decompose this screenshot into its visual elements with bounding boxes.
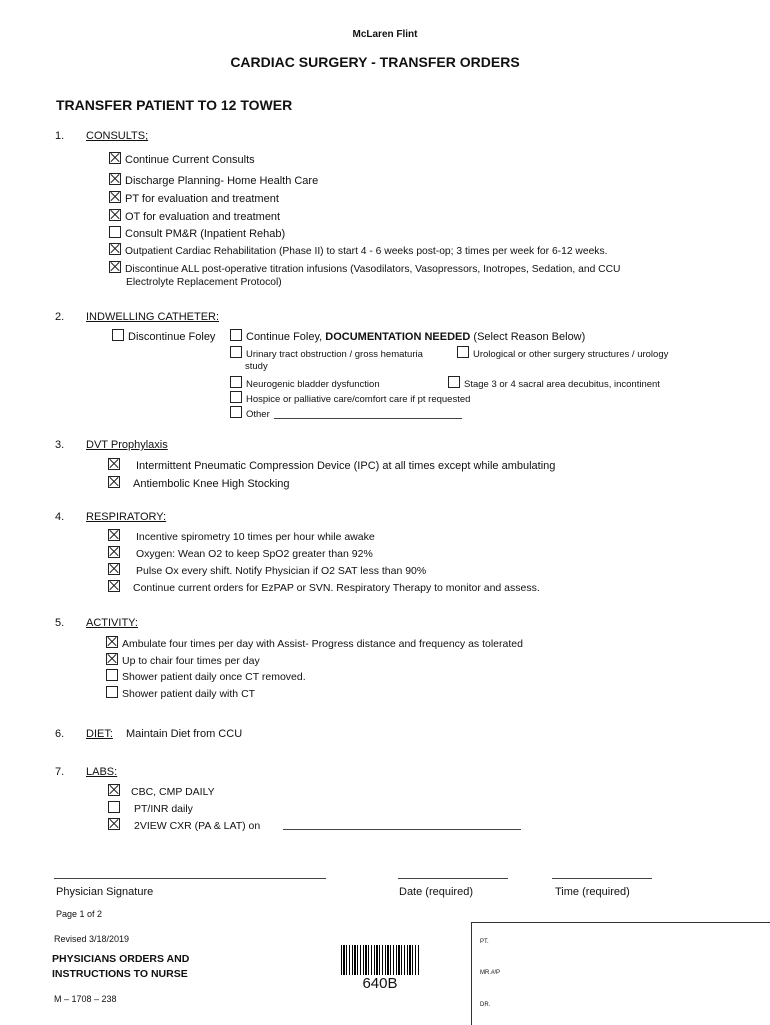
item-label: Continue Current Consults (125, 154, 255, 166)
consult-item-1[interactable] (109, 152, 255, 166)
activity-item-shower-ct[interactable] (106, 686, 255, 700)
checkbox-checked[interactable] (109, 243, 121, 255)
respiratory-item-ezpap[interactable] (108, 580, 540, 594)
checkbox-checked[interactable] (109, 173, 121, 185)
orders-title-line1: PHYSICIANS ORDERS AND (52, 953, 190, 965)
section-number: 7. (55, 766, 65, 778)
item-label: Continue current orders for EzPAP or SVN. Respiratory Therapy to monitor and assess. (133, 582, 540, 594)
checkbox-checked[interactable] (106, 653, 118, 665)
respiratory-heading: RESPIRATORY: (86, 511, 167, 523)
consult-item-4[interactable] (109, 209, 280, 223)
time-label: Time (required) (555, 886, 630, 898)
option-label: Continue Foley, (246, 331, 323, 343)
item-label: Ambulate four times per day with Assist- Progress distance and frequency as tolerated (122, 638, 523, 650)
time-line[interactable] (552, 878, 652, 879)
reason-decubitus[interactable] (448, 376, 660, 390)
checkbox-unchecked[interactable] (230, 346, 242, 358)
activity-heading: ACTIVITY: (86, 617, 138, 629)
checkbox-unchecked[interactable] (230, 376, 242, 388)
section-number: 5. (55, 617, 65, 629)
revised-date: Revised 3/18/2019 (54, 934, 130, 944)
respiratory-item-oxygen[interactable] (108, 546, 373, 560)
reason-label: Urological or other surgery structures / urology (473, 349, 669, 360)
item-label: CBC, CMP DAILY (131, 786, 215, 798)
reason-study-cont: study (245, 361, 268, 372)
diet-text: Maintain Diet from CCU (126, 728, 243, 740)
item-label: Discharge Planning- Home Health Care (125, 175, 319, 187)
section-number: 2. (55, 311, 65, 323)
other-reason-blank[interactable] (274, 418, 462, 419)
checkbox-unchecked[interactable] (230, 406, 242, 418)
reason-neurogenic-bladder[interactable] (230, 376, 380, 390)
item-label: Outpatient Cardiac Rehabilitation (Phase II) to start 4 - 6 weeks post-op; 3 times per week for 6-12 weeks. (125, 246, 608, 257)
activity-item-chair[interactable] (106, 653, 260, 667)
section-number: 6. (55, 728, 65, 740)
date-label: Date (required) (399, 886, 473, 898)
checkbox-unchecked[interactable] (448, 376, 460, 388)
consults-heading: CONSULTS; (86, 130, 149, 142)
continue-foley-option[interactable] (230, 329, 585, 343)
activity-item-shower-removed[interactable] (106, 669, 306, 683)
consult-item-6[interactable] (109, 243, 607, 257)
item-label: Shower patient daily with CT (122, 688, 256, 700)
checkbox-checked[interactable] (106, 636, 118, 648)
date-line[interactable] (398, 878, 508, 879)
item-label: Shower patient daily once CT removed. (122, 671, 306, 683)
select-reason-note: (Select Reason Below) (473, 331, 586, 343)
checkbox-checked[interactable] (108, 458, 120, 470)
respiratory-item-spirometry[interactable] (108, 529, 375, 543)
reason-urinary-obstruction[interactable] (230, 346, 423, 360)
checkbox-checked[interactable] (108, 818, 120, 830)
checkbox-unchecked[interactable] (457, 346, 469, 358)
checkbox-checked[interactable] (108, 546, 120, 558)
item-label: OT for evaluation and treatment (125, 211, 281, 223)
section-number: 1. (55, 130, 65, 142)
checkbox-checked[interactable] (108, 476, 120, 488)
consult-item-2[interactable] (109, 173, 318, 187)
dvt-item-ipc[interactable] (108, 458, 555, 472)
catheter-heading: INDWELLING CATHETER: (86, 311, 220, 323)
consult-item-7[interactable] (109, 261, 620, 275)
item-label: Consult PM&R (Inpatient Rehab) (125, 228, 286, 240)
labs-item-cxr[interactable] (108, 818, 260, 832)
reason-label: Hospice or palliative care/comfort care if pt requested (246, 394, 471, 405)
page-number: Page 1 of 2 (56, 909, 103, 919)
checkbox-unchecked[interactable] (112, 329, 124, 341)
checkbox-checked[interactable] (108, 580, 120, 592)
dvt-item-stocking[interactable] (108, 476, 290, 490)
consult-item-5[interactable] (109, 226, 285, 240)
item-label: Pulse Ox every shift. Notify Physician if O2 SAT less than 90% (136, 565, 427, 577)
checkbox-checked[interactable] (109, 261, 121, 273)
documentation-needed: DOCUMENTATION NEEDED (325, 331, 471, 343)
diet-heading: DIET: (86, 728, 113, 740)
reason-label: Stage 3 or 4 sacral area decubitus, incontinent (464, 379, 660, 390)
reason-hospice[interactable] (230, 391, 470, 405)
physician-signature-label: Physician Signature (56, 886, 154, 898)
label-dr: DR. (480, 1002, 491, 1008)
reason-label: Other (246, 409, 270, 420)
cxr-date-blank[interactable] (283, 829, 521, 830)
item-label: Antiembolic Knee High Stocking (133, 478, 290, 490)
section-number: 4. (55, 511, 65, 523)
activity-item-ambulate[interactable] (106, 636, 523, 650)
item-label: Up to chair four times per day (122, 655, 260, 667)
signature-line[interactable] (54, 878, 326, 879)
reason-label: Neurogenic bladder dysfunction (246, 379, 380, 390)
option-label: Discontinue Foley (128, 331, 216, 343)
item-label: PT for evaluation and treatment (125, 193, 279, 205)
form-number: M – 1708 – 238 (54, 994, 117, 1004)
item-label: Discontinue ALL post-operative titration infusions (Vasodilators, Vasopressors, Inotropes, Sedation, and CCU (125, 264, 621, 275)
checkbox-unchecked[interactable] (108, 801, 120, 813)
reason-other[interactable] (230, 406, 270, 420)
checkbox-unchecked[interactable] (230, 391, 242, 403)
checkbox-checked[interactable] (109, 209, 121, 221)
label-pt: PT. (480, 939, 489, 945)
consult-item-3[interactable] (109, 191, 279, 205)
checkbox-unchecked[interactable] (106, 686, 118, 698)
transfer-heading: TRANSFER PATIENT TO 12 TOWER (56, 97, 293, 113)
discontinue-foley-option[interactable] (112, 329, 215, 343)
consult-item-7-cont: Electrolyte Replacement Protocol) (126, 277, 282, 288)
labs-item-ptinr[interactable] (108, 801, 193, 815)
barcode-text: 640B (362, 975, 398, 992)
checkbox-checked[interactable] (108, 784, 120, 796)
form-title: CARDIAC SURGERY - TRANSFER ORDERS (230, 54, 520, 70)
reason-label: Urinary tract obstruction / gross hematuria (246, 349, 423, 360)
item-label: Intermittent Pneumatic Compression Device (IPC) at all times except while ambulating (136, 460, 556, 472)
labs-item-cbc[interactable] (108, 784, 215, 798)
section-number: 3. (55, 439, 65, 451)
item-label: Oxygen: Wean O2 to keep SpO2 greater than 92% (136, 548, 373, 560)
checkbox-unchecked[interactable] (109, 226, 121, 238)
checkbox-checked[interactable] (109, 191, 121, 203)
labs-heading: LABS: (86, 766, 118, 778)
item-label: 2VIEW CXR (PA & LAT) on (134, 820, 261, 832)
dvt-heading: DVT Prophylaxis (86, 439, 168, 451)
org-name: McLaren Flint (352, 29, 418, 40)
reason-urological-surgery[interactable] (457, 346, 668, 360)
checkbox-checked[interactable] (109, 152, 121, 164)
checkbox-checked[interactable] (108, 563, 120, 575)
label-mr: MR.#/P (480, 970, 501, 976)
checkbox-unchecked[interactable] (106, 669, 118, 681)
checkbox-unchecked[interactable] (230, 329, 242, 341)
orders-title-line2: INSTRUCTIONS TO NURSE (52, 968, 188, 980)
item-label: Incentive spirometry 10 times per hour while awake (136, 531, 375, 543)
respiratory-item-pulse-ox[interactable] (108, 563, 426, 577)
item-label: PT/INR daily (134, 803, 193, 815)
barcode (341, 945, 419, 975)
patient-label-box (471, 922, 770, 1025)
checkbox-checked[interactable] (108, 529, 120, 541)
